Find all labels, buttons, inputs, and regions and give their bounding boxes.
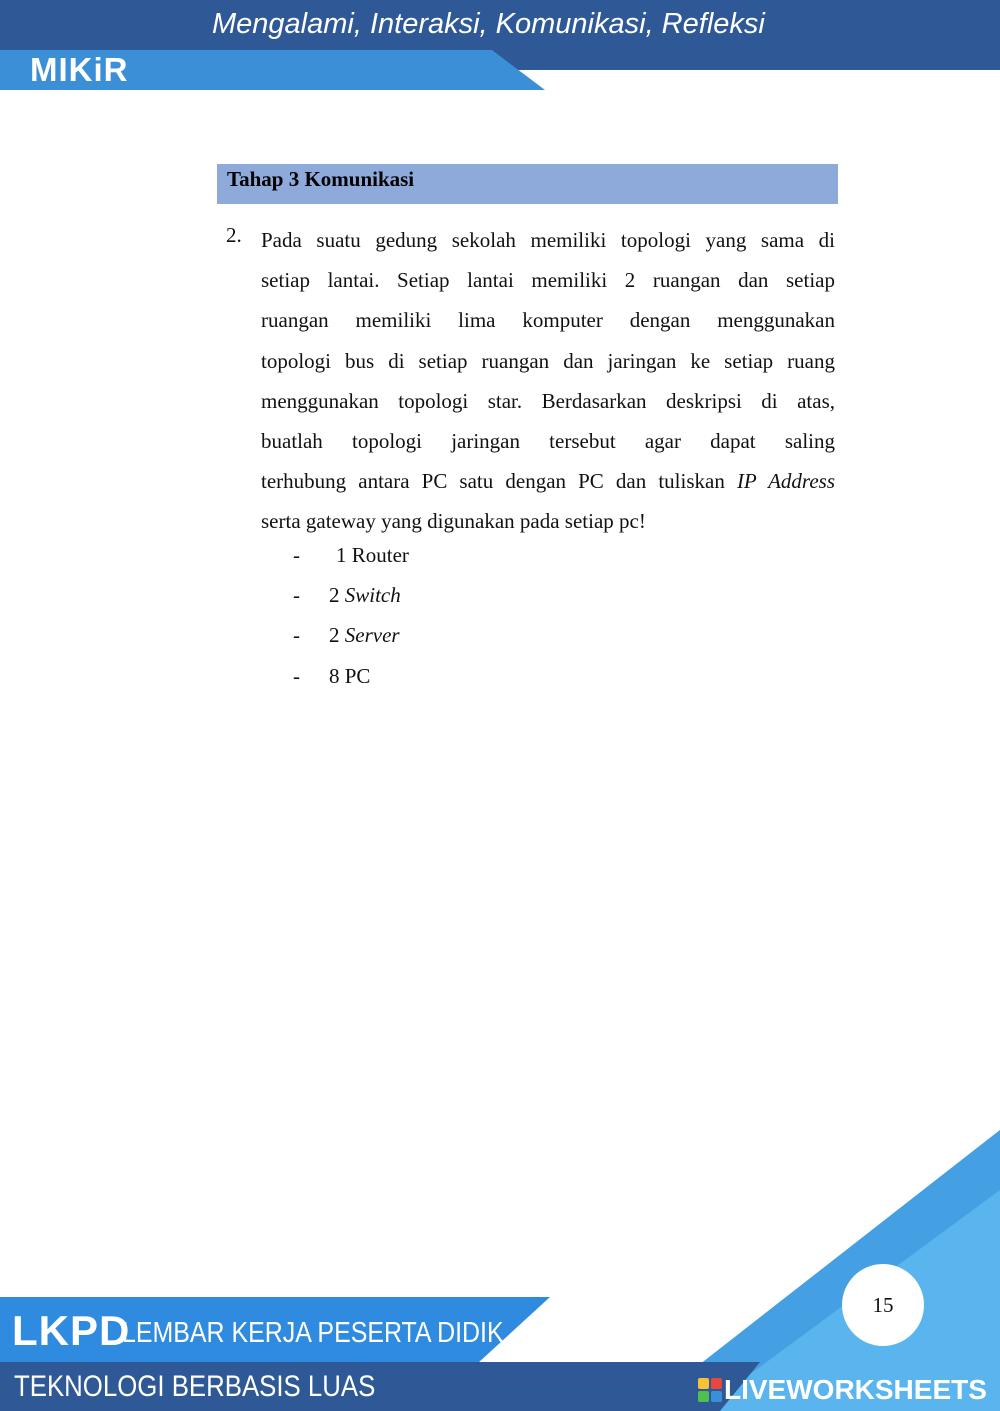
list-item-text	[329, 620, 400, 650]
item-name: PC	[344, 663, 371, 688]
footer-lembar: LEMBAR KERJA PESERTA DIDIK	[122, 1317, 504, 1349]
list-dash: -	[293, 623, 300, 648]
item-qty: 8	[329, 663, 340, 688]
footer-subject: TEKNOLOGI BERBASIS LUAS	[14, 1370, 376, 1403]
liveworksheets-text: LIVEWORKSHEETS	[724, 1374, 987, 1405]
section-heading-text: Tahap 3 Komunikasi	[227, 167, 415, 191]
question-line: setiap lantai. Setiap lantai memiliki 2 ruangan dan setiap	[261, 268, 835, 293]
footer-lkpd: LKPD	[12, 1307, 131, 1354]
header-tag: MIKiR	[30, 51, 129, 88]
question-line: Pada suatu gedung sekolah memiliki topologi yang sama di	[261, 228, 835, 252]
question-number: 2.	[226, 223, 242, 247]
item-qty: 2	[329, 583, 340, 608]
item-qty: 2	[329, 623, 340, 648]
item-name: Server	[344, 623, 400, 648]
list-item-text	[329, 580, 401, 610]
item-name: Router	[351, 543, 409, 567]
item-qty: 1	[336, 543, 347, 567]
question-line7-text: terhubung antara PC satu dengan PC dan tuliskan	[261, 469, 737, 494]
list-item-text	[336, 540, 409, 570]
question-line	[261, 461, 835, 501]
list-dash: -	[293, 663, 300, 688]
question-line: ruangan memiliki lima komputer dengan menggunakan	[261, 308, 835, 333]
section-heading	[217, 164, 838, 204]
page-number: 15	[872, 1293, 894, 1317]
question-text	[261, 220, 835, 542]
question-line: serta gateway yang digunakan pada setiap pc!	[261, 509, 646, 534]
liveworksheets-logo	[698, 1372, 987, 1408]
item-name: Switch	[344, 583, 401, 608]
header-title: Mengalami, Interaksi, Komunikasi, Refleksi	[212, 8, 765, 40]
list-item-text	[329, 661, 370, 691]
question-line: topologi bus di setiap ruangan dan jaringan ke setiap ruang	[261, 348, 835, 373]
page-number-badge	[842, 1264, 924, 1346]
question-line: buatlah topologi jaringan tersebut agar dapat saling	[261, 428, 835, 453]
list-dash: -	[293, 583, 300, 608]
question-line: menggunakan topologi star. Berdasarkan deskripsi di atas,	[261, 388, 835, 413]
list-dash: -	[293, 543, 300, 567]
liveworksheets-icon	[698, 1378, 722, 1402]
ip-address-term: IP Address	[736, 469, 835, 494]
